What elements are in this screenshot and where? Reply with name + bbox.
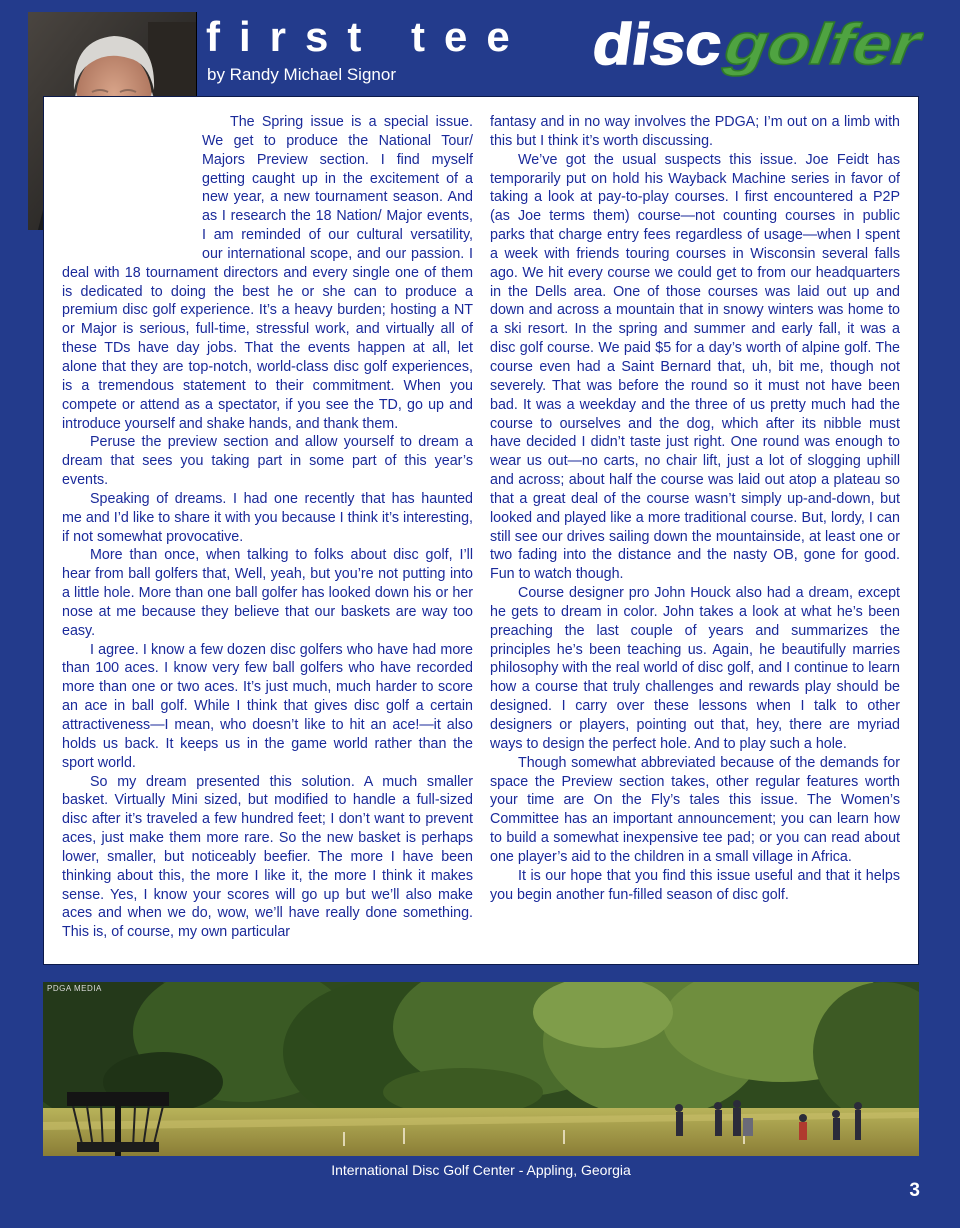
page-number: 3 [909,1180,920,1201]
article-paragraph: It is our hope that you find this issue useful and that it helps you begin another fun-filled season of disc golf. [490,867,900,903]
photo-float-spacer [44,113,202,246]
course-photo [43,982,919,1156]
article-column-left [62,113,473,942]
logo-word-disc: disc [588,12,714,77]
article-paragraph: Peruse the preview section and allow yourself to dream a dream that sees you taking part in some part of this year’s events. [62,434,473,489]
article-paragraph: I agree. I know a few dozen disc golfers who have had more than 100 aces. I know very few ball golfers who have recorded more than one or two aces. It’s just much, much harder to score an ace in ball golf. While I think that gives disc golf a certain attractiveness—I mean, who doesn’t like to hit an ace!—it also holds us back. It keeps us in the game world rather than the sport world. [62,641,473,771]
author-byline: by Randy Michael Signor [207,65,396,84]
article-paragraph: Speaking of dreams. I had one recently that has haunted me and I’d like to share it with you because I think it’s interesting, if not somewhat provocative. [62,490,473,545]
article-paragraph: More than once, when talking to folks about disc golf, I’ll hear from ball golfers that, Well, yeah, but you’re not putting into a little hole. More than one ball golfer has looked down his or her nose at me because they believe that our baskets are way too easy. [62,547,473,639]
article-paragraph: Course designer pro John Houck also had a dream, except he gets to dream in color. John takes a look at what he’s been preaching the last couple of years and summarizes the principles he’s been teaching us. Again, he beautifully marries philosophy with the real world of disc golf, and I continue to learn how a course that truly challenges and rewards play should be designed. I carry over these lessons when I talk to other designers or players, pointing out that, hey, there are myriad ways to design the perfect hole. And to play such a hole. [490,585,900,752]
article-paragraph: We’ve got the usual suspects this issue. Joe Feidt has temporarily put on hold his Wayback Machine series in favor of taking a look at pay-to-play courses. I first encountered a P2P (as Joe terms them) course—not counting courses in public parks that charge entry fees regardless of usage—when I spent a week with friends touring courses in Wisconsin several falls ago. We hit every course we could get to from our headquarters in the Dells area. One of those courses was laid out up and down and across a mountain that in snowy winters was home to a ski resort. In the spring and summer and early fall, it was a disc golf course. We paid $5 for a day’s worth of alpine golf. The course even had a Saint Bernard that, uh, bit me, though not severely. That was before the round so it must not have been bad. It was a weekday and the three of us pretty much had the course to ourselves and the dog, which after its nibble must have decided I didn’t taste just right. One round was enough to wear us out—no carts, no chair lift, just a lot of slogging uphill and across; about half the course was laid out atop a plateau so that a great deal of the course wasn’t simply up-and-down, but looked and played like a more traditional course. But, lordy, I can still see our drives sailing down the mountainside, at least one or two fading into the distance and the nasty OB, gone for good. Fun to watch though. [490,151,900,583]
article-text-box [43,96,919,965]
logo-word-golfer: golfer [720,12,892,77]
photo-credit: PDGA MEDIA [47,984,102,993]
article-paragraph: So my dream presented this solution. A much smaller basket. Virtually Mini sized, but modified to handle a full-sized disc after it’s traveled a few hundred feet; I don’t want to prevent aces, just make them more rare. So the new basket is perhaps lower, smaller, but noticeably beefier. The more I have been thinking about this, the more I like it, the more I think it makes sense. Yes, I know your scores will go up but we’ll also make aces and when we do, wow, we’ll have really done something. This is, of course, my own particular [62,773,473,941]
photo-caption: International Disc Golf Center - Appling, Georgia [331,1162,631,1178]
page-title: first tee [206,13,529,60]
article-column-right [490,113,900,904]
article-paragraph: The Spring issue is a special issue. We get to produce the National Tour/ Majors Preview section. I find myself getting caught up in the excitement of a new year, a new tournament season. And as I research the 18 Nation/ Major events, I am reminded of our cultural versatility, our international scope, and our passion. I deal with 18 tournament directors and every single one of them is dedicated to doing the best he or she can to produce a premium disc golf experience. It’s a heavy burden; hosting a NT or Major is serious, full-time, stressful work, and virtually all of these TDs have day jobs. That the events happen at all, let alone that they are top-notch, world-class disc golf experiences, is a tremendous statement to their commitment. When you compete or attend as a spectator, if you see the TD, go up and introduce yourself and shake hands, and thank them. [62,114,473,432]
disc-golfer-logo [584,12,924,90]
article-paragraph: Though somewhat abbreviated because of the demands for space the Preview section takes, other regular features worth your time are On the Fly’s tales this issue. The Women’s Committee has an important announcement; you can learn how to build a somewhat inexpensive tee pad; or you can read about one player’s aid to the children in a small village in Africa. [490,754,900,865]
article-paragraph: fantasy and in no way involves the PDGA; I’m out on a limb with this but I think it’s worth discussing. [490,114,900,149]
